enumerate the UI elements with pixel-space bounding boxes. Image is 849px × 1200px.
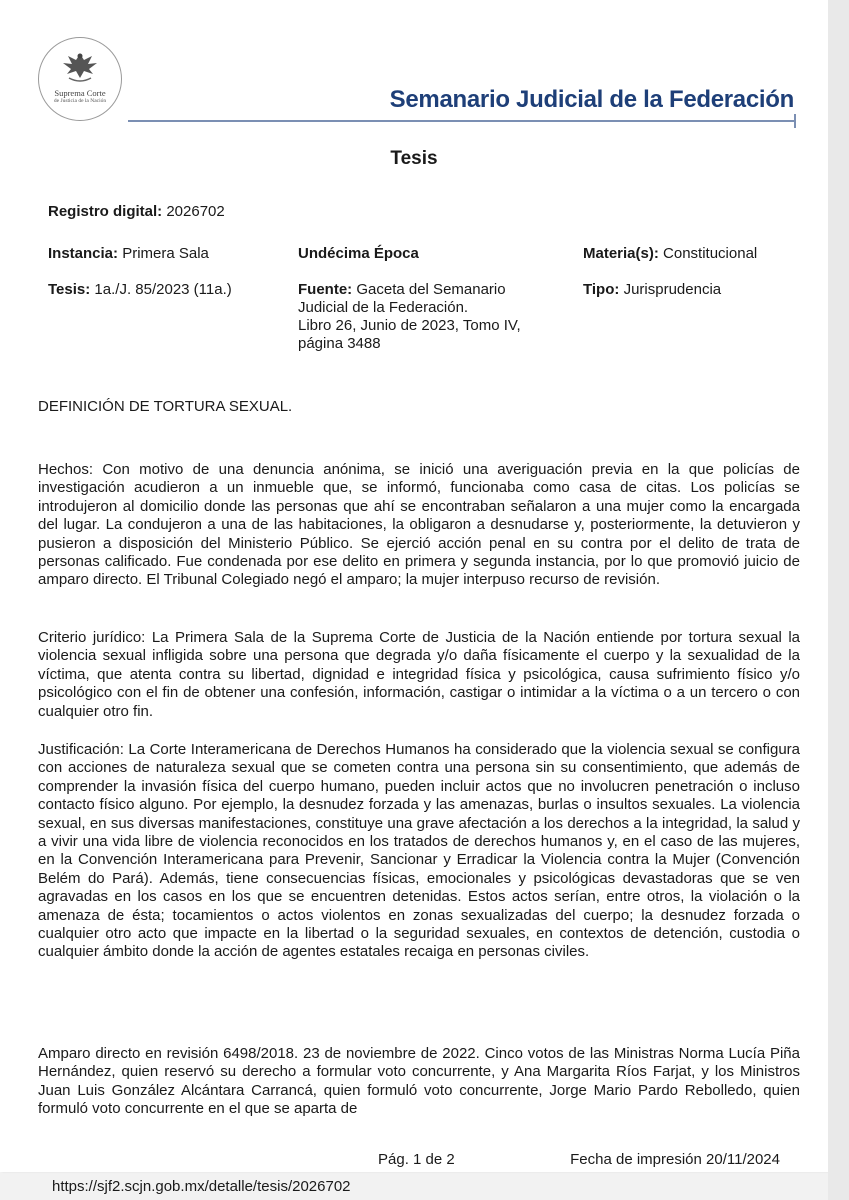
registro-label: Registro digital: <box>48 203 163 220</box>
materia-field <box>583 245 757 263</box>
registro-value: 2026702 <box>166 203 225 220</box>
fuente-value-line4: página 3488 <box>298 335 381 352</box>
tesis-field <box>48 281 232 299</box>
materia-label: Materia(s): <box>583 245 659 262</box>
publication-title: Semanario Judicial de la Federación <box>389 86 794 113</box>
instancia-value: Primera Sala <box>122 245 209 262</box>
instancia-label: Instancia: <box>48 245 119 262</box>
amparo-paragraph: Amparo directo en revisión 6498/2018. 23 de noviembre de 2022. Cinco votos de las Ministras Norma Lucía Piña Hernández, quien reservó su derecho a formular voto concurrente, y Ana Margarita Ríos Farjat, y los Ministros Juan Luis González Alcántara Carrancá, quien formuló voto concurrente, Jorge Mario Pardo Rebolledo, quien formuló voto concurrente en el que se aparta de <box>38 1045 800 1118</box>
tesis-value: 1a./J. 85/2023 (11a.) <box>94 281 232 298</box>
epoca-value: Undécima Época <box>298 245 419 262</box>
page-heading: Tesis <box>390 148 438 169</box>
materia-value: Constitucional <box>663 245 758 262</box>
source-url[interactable]: https://sjf2.scjn.gob.mx/detalle/tesis/2026702 <box>52 1178 351 1195</box>
justificacion-paragraph: Justificación: La Corte Interamericana de Derechos Humanos ha considerado que la violencia sexual se configura con acciones de naturaleza sexual que se cometen contra una persona sin su consentimiento, que además de comprender la invasión física del cuerpo humano, pueden incluir actos que no involucren penetración o incluso contacto físico alguno. Por ejemplo, la desnudez forzada y las amenazas, burlas o insultos sexuales. La violencia sexual, en sus diversas manifestaciones, constituye una grave afectación a los derechos a la integridad, la salud y a vivir una vida libre de violencia reconocidos en los tratados de derechos humanos y, en el caso de las mujeres, en la Convención Interamericana para Prevenir, Sancionar y Erradicar la Violencia contra la Mujer (Convención Belém do Pará). Además, tiene consecuencias físicas, emocionales y psicológicas devastadoras que se ven agravadas en los casos en los que se encuentren detenidas. Estos actos serían, entre otros, la violación o la amenaza de ésta; tocamientos o actos violentos en zonas sexualizadas del cuerpo; la desnudez forzada o cualquier otro acto que impacte en la libertad o la seguridad sexuales, en contextos de detención, custodia o cualquier ámbito donde la acción de agentes estatales recaiga en personas civiles. <box>38 741 800 961</box>
criterio-paragraph: Criterio jurídico: La Primera Sala de la Suprema Corte de Justicia de la Nación entiende por tortura sexual la violencia sexual infligida sobre una persona que degrada y/o daña físicamente el cuerpo y la sexualidad de la víctima, que atenta contra su libertad, dignidad e integridad física y psicológica, causa sufrimiento físico y/o psicológico con el fin de obtener una confesión, información, castigar o intimidar a la víctima o a un tercero o con cualquier otro fin. <box>38 629 800 720</box>
header-divider <box>128 120 794 122</box>
instancia-field <box>48 245 209 263</box>
tipo-label: Tipo: <box>583 281 620 298</box>
viewer-gutter <box>828 0 849 1200</box>
fuente-value-line2: Judicial de la Federación. <box>298 299 469 316</box>
tipo-value: Jurisprudencia <box>623 281 722 298</box>
print-date: Fecha de impresión 20/11/2024 <box>570 1151 780 1168</box>
fuente-value-line1: Gaceta del Semanario <box>356 281 506 298</box>
hechos-paragraph: Hechos: Con motivo de una denuncia anónima, se inició una averiguación previa en la que policías de investigación acudieron a un inmueble que, se informó, funcionaba como casa de citas. Los policías se introdujeron al domicilio donde las personas que ahí se encontraban señalaron a una mujer como la encargada del lugar. La condujeron a una de las habitaciones, la obligaron a desnudarse y, posteriormente, la detuvieron y pusieron a disposición del Ministerio Público. Se ejerció acción penal en su contra por el delito de trata de personas calificado. Fue condenada por ese delito en primera y segunda instancia, por lo que promovió juicio de amparo directo. El Tribunal Colegiado negó el amparo; la mujer interpuso recurso de revisión. <box>38 461 800 589</box>
fuente-field <box>298 281 568 353</box>
epoca-field <box>298 245 419 263</box>
fuente-label: Fuente: <box>298 281 353 298</box>
tipo-field <box>583 281 721 299</box>
scjn-logo <box>38 37 122 121</box>
page-number: Pág. 1 de 2 <box>378 1151 455 1168</box>
eagle-icon <box>59 48 101 86</box>
logo-text-line2: de Justicia de la Nación <box>53 98 107 104</box>
thesis-subject: DEFINICIÓN DE TORTURA SEXUAL. <box>38 398 293 415</box>
tesis-label: Tesis: <box>48 281 91 298</box>
fuente-value-line3: Libro 26, Junio de 2023, Tomo IV, <box>298 317 521 334</box>
header-divider-end <box>794 114 796 128</box>
logo-text-line1: Suprema Corte <box>54 88 106 98</box>
registro-field <box>48 203 225 221</box>
